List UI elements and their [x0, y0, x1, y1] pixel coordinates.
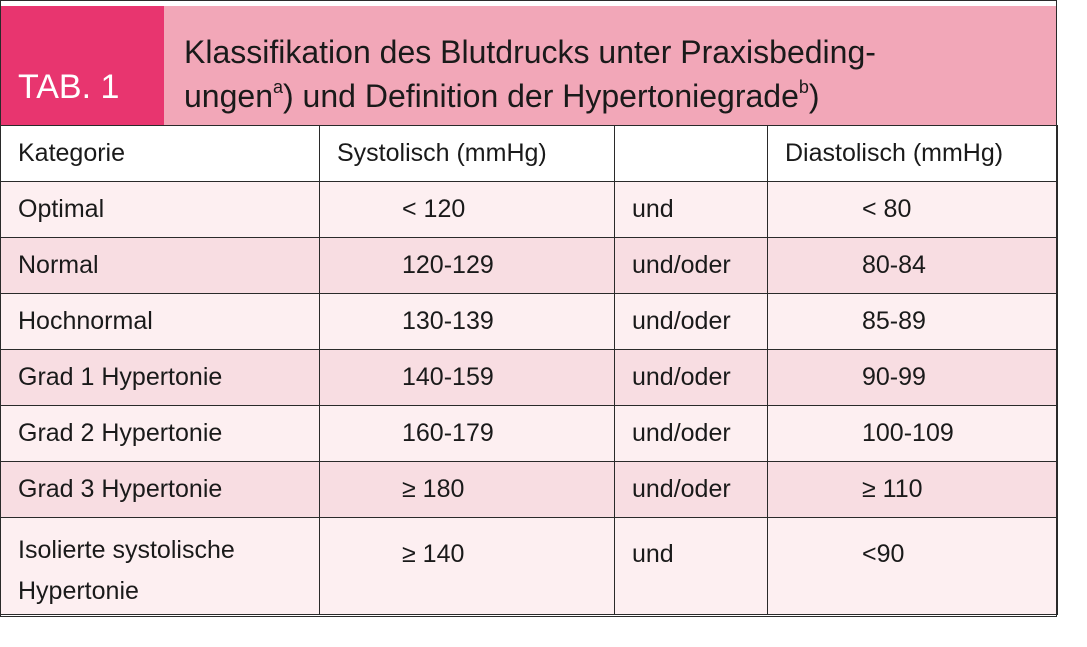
- cell-connector: und/oder: [615, 238, 768, 294]
- cell-diastolic: ≥ 110: [768, 462, 1058, 518]
- cell-connector: und/oder: [615, 294, 768, 350]
- cell-category: Grad 3 Hypertonie: [1, 462, 320, 518]
- cell-systolic: 130-139: [320, 294, 615, 350]
- cell-category: Grad 2 Hypertonie: [1, 406, 320, 462]
- cell-connector: und/oder: [615, 462, 768, 518]
- cell-systolic: 140-159: [320, 350, 615, 406]
- title-part-b: ) und Definition der Hypertoniegrade: [283, 78, 799, 114]
- cell-diastolic: 85-89: [768, 294, 1058, 350]
- cell-systolic: 160-179: [320, 406, 615, 462]
- title-part-a: ungen: [184, 78, 273, 114]
- title-part-c: ): [808, 78, 820, 114]
- cell-systolic: 120-129: [320, 238, 615, 294]
- tab-number-label: TAB. 1: [0, 6, 164, 125]
- cell-diastolic: 100-109: [768, 406, 1058, 462]
- category-line-2: Hypertonie: [18, 577, 139, 605]
- title-line-1: Klassifikation des Blutdrucks unter Praxisbeding-: [184, 34, 876, 70]
- cell-diastolic: 90-99: [768, 350, 1058, 406]
- column-header-category: Kategorie: [1, 126, 320, 182]
- cell-systolic: ≥ 140: [320, 518, 615, 615]
- column-header-diastolic: Diastolisch (mmHg): [768, 126, 1058, 182]
- cell-diastolic: <90: [768, 518, 1058, 615]
- cell-diastolic: 80-84: [768, 238, 1058, 294]
- footnote-mark-a: a: [272, 77, 283, 97]
- cell-systolic: < 120: [320, 182, 615, 238]
- cell-category: Hochnormal: [1, 294, 320, 350]
- cell-connector: und/oder: [615, 406, 768, 462]
- cell-connector: und: [615, 182, 768, 238]
- category-line-1: Isolierte systolische: [18, 536, 235, 564]
- cell-diastolic: < 80: [768, 182, 1058, 238]
- cell-connector: und: [615, 518, 768, 615]
- cell-category: Grad 1 Hypertonie: [1, 350, 320, 406]
- footnote-mark-b: b: [798, 77, 809, 97]
- cell-category: Optimal: [1, 182, 320, 238]
- cell-category: Normal: [1, 238, 320, 294]
- cell-connector: und/oder: [615, 350, 768, 406]
- column-header-systolic: Systolisch (mmHg): [320, 126, 615, 182]
- cell-systolic: ≥ 180: [320, 462, 615, 518]
